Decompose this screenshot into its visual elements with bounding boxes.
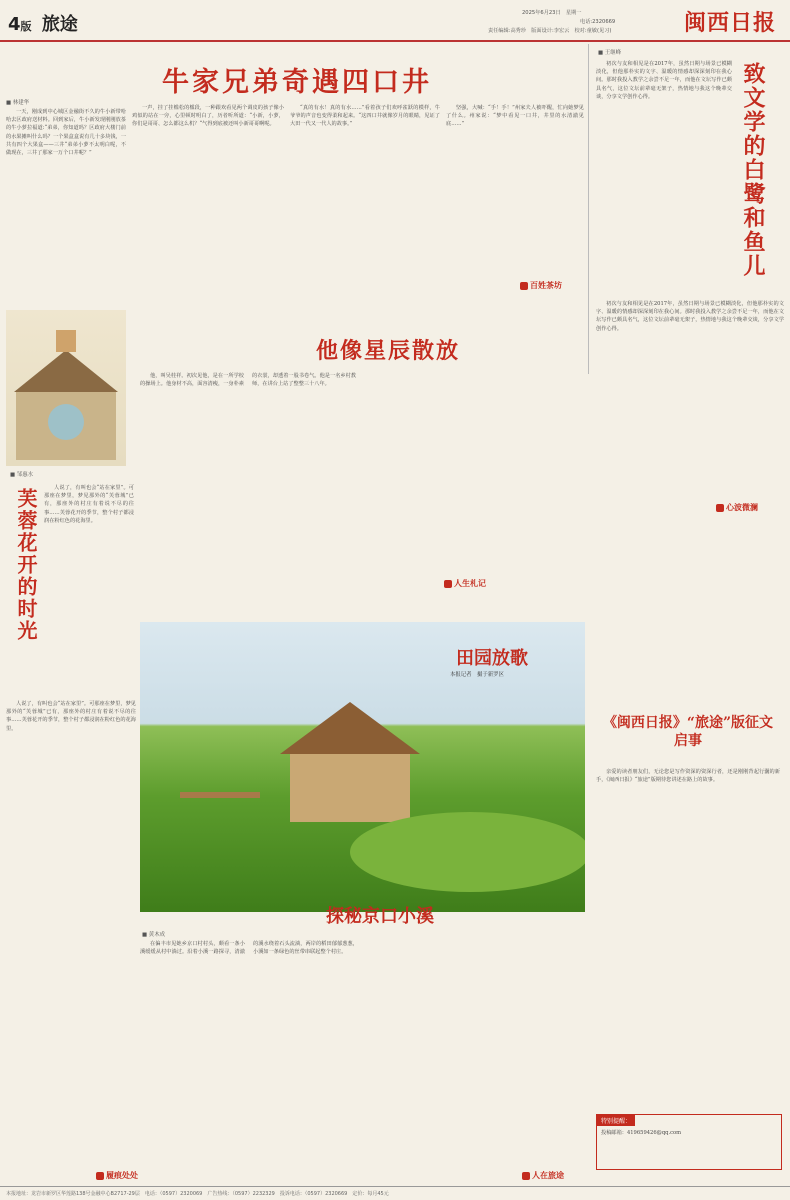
edition-label bbox=[8, 10, 78, 36]
story-well-col4: 坚强，大喊：“手！手！”州家夫人被吓醒，忙向她梦见了什么。州家说：“梦中看见一口井，井里的水清澈见底……” bbox=[446, 105, 584, 128]
notice-contact: 投稿邮箱：419659426@qq.com bbox=[601, 1130, 682, 1136]
tag-marker-icon bbox=[96, 1172, 104, 1180]
notice-title: 《闽西日报》“旅途”版征文启事 bbox=[602, 715, 774, 749]
tag-marker-icon bbox=[522, 1172, 530, 1180]
phone: 电话:2320669 bbox=[580, 19, 616, 25]
newspaper-logo: 闽西日报 bbox=[683, 10, 776, 36]
story-lotus-text-1: 人说了，有叫也会“站在家里”。可那座在梦里，梦见那外的“芙蓉城”已有，那座外的村庄有着说不尽的往事……芙蓉花开的季节，整个村子都浸润在粉红色的花海里。 bbox=[44, 485, 134, 524]
footer-text: 本报地址：龙岩市新罗区华莲路138号金融中心B2717-29层 电话：（0597）2320069 广告热线：（0597）2232329 投诉电话：（0597）2320669 定价：每月45元 bbox=[6, 1191, 389, 1197]
story-lotus-title: 芙蓉花开的时光 bbox=[14, 488, 38, 642]
story-well-author: ■ 林建华 bbox=[6, 100, 29, 106]
story-well-title: 牛家兄弟奇遇四口井 bbox=[162, 67, 432, 98]
notice-panel bbox=[592, 700, 784, 1170]
column-tag-baixing: 百姓茶坊 bbox=[520, 280, 562, 291]
column-tag-xinbo: 心波微澜 bbox=[716, 502, 758, 513]
notice-text: 亲爱的读者朋友们，无论您是写作资深的资深行者，还是刚刚背起行囊的新手，《闽西日报》“旅途”版期待您讲述在路上的故事。 bbox=[596, 769, 780, 784]
column-divider bbox=[588, 44, 589, 374]
page-header bbox=[0, 0, 790, 42]
editors: 责任编辑:高秀珍 版面设计:李宏云 校对:童敏(见习) bbox=[488, 28, 612, 34]
story-well-col1: 一天，刚成到中心城区金融街不久的牛小新带哈哈去区政府送材料。回到家后，牛小新发现刚刚放茶的牛小萝拉福道:“弟弟，你知道吗？区政府大楼门前的水果摊叫什么吗？一个果盒盒说有几十多块钱，一共有四个大果盒——三井“弟弟小萝不太明白呢，不做现在，三井了那家一万个口井呢？” bbox=[6, 109, 126, 157]
well-illustration bbox=[6, 310, 126, 466]
notice-label: 特别提醒： bbox=[597, 1115, 635, 1126]
farm-photo bbox=[140, 622, 585, 912]
photo-credit: 本报记者 摄于新罗区 bbox=[450, 672, 504, 678]
illustration-graphic bbox=[6, 310, 126, 466]
right-col-author: ■ 王继峰 bbox=[598, 50, 621, 56]
story-lotus-text-2: 人说了，有叫也会“站在家里”。可那座在梦里，梦见那外的“芙蓉城”已有，那座外的村庄有着说不尽的往事……芙蓉花开的季节，整个村子都浸润在粉红色的花海里。 bbox=[6, 701, 136, 732]
edition-suffix: 版 bbox=[20, 20, 32, 33]
column-tag-rensheng: 人生札记 bbox=[444, 578, 486, 589]
story-well-col3: “真的有水！真的有水……”看着孩子们欢呼雀跃的模样，牛爷爷的声音也变得柔和起来。“这四口井就像岁月的眼睛，见证了大田一代又一代人的故事。” bbox=[290, 105, 440, 128]
header-rule bbox=[0, 40, 790, 42]
right-col-text: 初次与友和相见是在2017年，虽然日期与场景已模糊淡化，但他那朴实的文字、温暖的情感却深深刻印在我心间。那时我投入教学之余尝不足一年，而他在文坛写作已颇具名气，这位文坛前辈毫无架子，热情地与我这个晚辈交谈，分享文学创作心得。 bbox=[596, 61, 732, 100]
section-name: 旅途 bbox=[41, 14, 78, 35]
story-stream-title: 探秘京口小溪 bbox=[326, 906, 434, 927]
notice-box bbox=[596, 1114, 782, 1170]
right-col-text-cont: 初次与友和相见是在2017年，虽然日期与场景已模糊淡化，但他那朴实的文字、温暖的情感却深深刻印在我心间。那时我投入教学之余尝不足一年，而他在文坛写作已颇具名气，这位文坛前辈毫无架子，热情地与我这个晚辈交谈，分享文学创作心得。 bbox=[596, 301, 784, 332]
story-well-col2: 一声，挂了挂槛松的槛段，一种跟欢看见两个调皮的孩子像小鸡似的站在一旁，心里顿时明白了，历者听所道：“小新，小萝，你们是哥哥、怎么都这么机？“气得到底被还叫小新哥哥啊呢。 bbox=[132, 105, 284, 128]
column-tag-lvtu: 人在旅途 bbox=[522, 1170, 564, 1181]
issue-date: 2025年6月23日 星期一 bbox=[522, 10, 582, 16]
photo-title: 田园放歌 bbox=[456, 648, 528, 669]
tag-marker-icon bbox=[716, 504, 724, 512]
story-stars-text: 他，叫吴桂祥。初次见他，是在一所学校的操场上。他身材不高，面容清瘦，一身朴素的衣裳，却透着一股书卷气。他是一名乡村教师，在讲台上站了整整三十八年。 bbox=[140, 373, 356, 388]
page-footer bbox=[0, 1186, 790, 1200]
column-tag-lvhen: 履痕处处 bbox=[96, 1170, 138, 1181]
story-lotus-author: ■ 邹惠水 bbox=[10, 472, 33, 478]
story-stream-author: ■ 黄木成 bbox=[142, 932, 165, 938]
tag-marker-icon bbox=[520, 282, 528, 290]
story-stars-title: 他像星辰散放 bbox=[316, 338, 461, 364]
right-col-title: 致文学的白鹭和鱼儿 bbox=[740, 62, 766, 278]
footer-rule bbox=[0, 1186, 790, 1187]
story-stream-text: 在偏丰市见她乡京口村村头，颇看一条小溪缓缓从村中淌过。沿着小溪一路探寻，清澈的溪水绕着石头流淌，两岸的稻田郁郁葱葱，小溪如一条绿色的丝带串联起整个村庄。 bbox=[140, 941, 358, 956]
tag-marker-icon bbox=[444, 580, 452, 588]
page-number: 4 bbox=[8, 14, 21, 35]
